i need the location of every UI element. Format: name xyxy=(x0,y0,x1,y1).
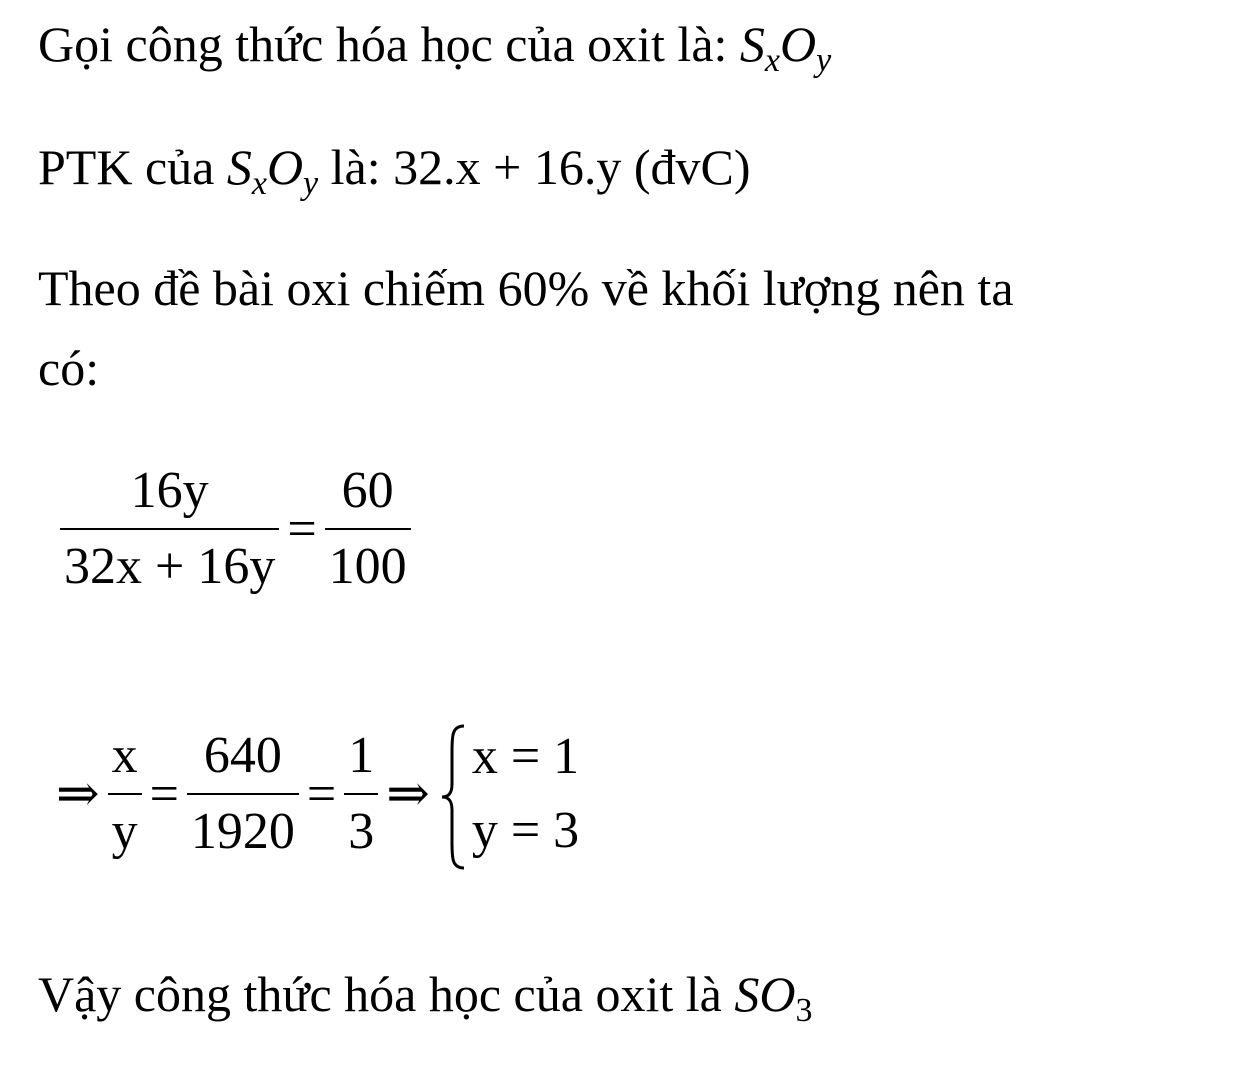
eq1-rhs-numerator: 60 xyxy=(325,460,411,530)
equation-2 xyxy=(56,720,579,868)
eq1-fraction-lhs xyxy=(60,460,279,598)
left-brace-icon xyxy=(438,722,470,872)
eq2-frac2-denominator: 1920 xyxy=(190,803,295,860)
eq2-frac2-numerator: 640 xyxy=(187,725,299,795)
system-row-y: y = 3 xyxy=(471,802,580,859)
ptk-formula-sub-x: x xyxy=(251,165,267,202)
ptk-line xyxy=(38,137,751,202)
condition-text-1: Theo đề bài oxi chiếm 60% về khối lượng nên ta xyxy=(38,260,1014,316)
system-row-x: x = 1 xyxy=(471,728,580,785)
eq2-fraction-1 xyxy=(108,725,142,863)
implies-arrow-1: ⇒ xyxy=(56,766,100,823)
conclusion-line xyxy=(38,964,813,1029)
eq2-equals-1: = xyxy=(149,765,179,823)
ptk-suffix: là: 32.x + 16.y (đvC) xyxy=(318,139,751,195)
intro-line xyxy=(38,14,832,79)
formula-o: O xyxy=(780,16,817,72)
intro-text: Gọi công thức hóa học của oxit là: xyxy=(38,16,740,72)
ptk-formula xyxy=(226,139,319,202)
eq2-frac3-numerator: 1 xyxy=(344,725,378,795)
oxide-formula xyxy=(739,16,832,79)
eq2-frac1-numerator: x xyxy=(108,725,142,795)
ptk-formula-s: S xyxy=(226,139,252,195)
final-formula-so: SO xyxy=(734,966,796,1022)
condition-line-2 xyxy=(38,338,99,398)
final-formula-sub-3: 3 xyxy=(795,992,813,1029)
eq2-equals-2: = xyxy=(306,765,337,823)
eq1-lhs-numerator: 16y xyxy=(60,460,279,530)
eq1-equals: = xyxy=(287,500,317,558)
solution-system xyxy=(438,720,579,868)
formula-s: S xyxy=(739,16,765,72)
equation-1 xyxy=(60,460,411,598)
implies-arrow-2: ⇒ xyxy=(386,766,430,823)
condition-line-1 xyxy=(38,258,1014,318)
eq1-lhs-denominator: 32x + 16y xyxy=(64,538,276,595)
eq1-rhs-denominator: 100 xyxy=(328,538,407,595)
eq2-frac1-denominator: y xyxy=(111,803,138,860)
ptk-prefix: PTK của xyxy=(38,139,227,195)
ptk-formula-o: O xyxy=(266,139,304,195)
eq2-frac3-denominator: 3 xyxy=(348,803,375,860)
eq2-fraction-3 xyxy=(344,725,378,863)
final-formula xyxy=(734,966,813,1029)
formula-sub-x: x xyxy=(764,42,780,79)
eq1-fraction-rhs xyxy=(325,460,411,598)
formula-sub-y: y xyxy=(816,42,832,79)
condition-text-2: có: xyxy=(38,340,100,396)
eq2-fraction-2 xyxy=(187,725,299,863)
ptk-formula-sub-y: y xyxy=(303,165,319,202)
conclusion-text: Vậy công thức hóa học của oxit là xyxy=(38,966,735,1022)
